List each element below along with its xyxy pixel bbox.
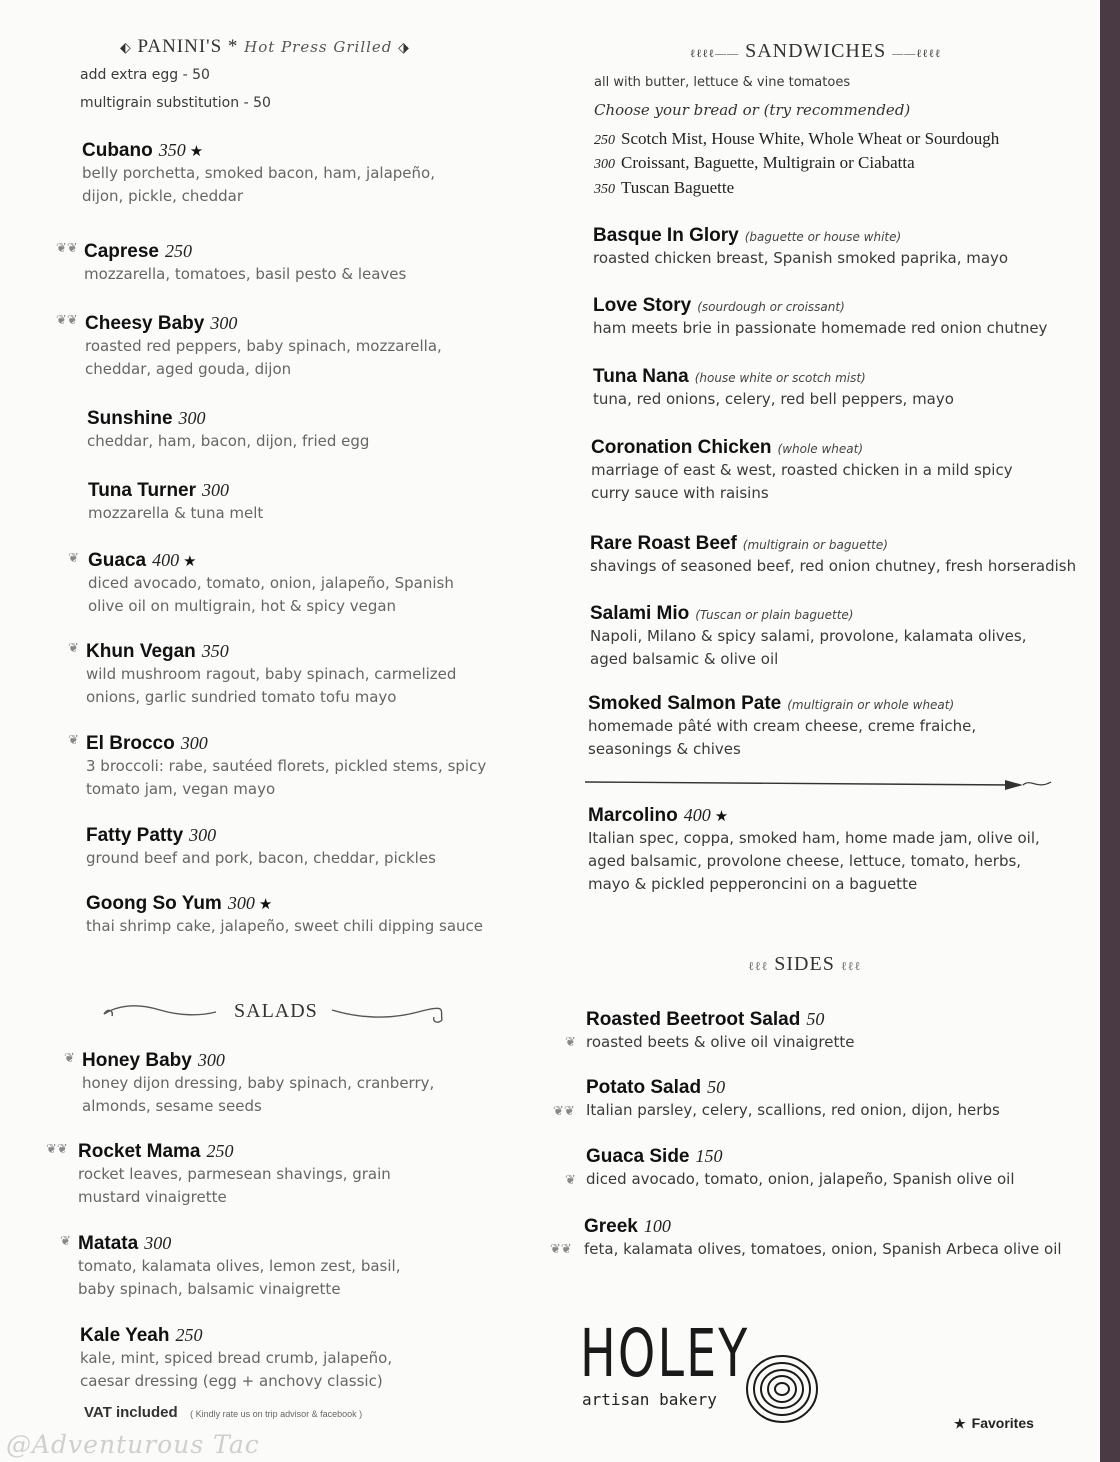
- brand-tagline: artisan bakery: [582, 1390, 717, 1409]
- menu-item-matata: [78, 1233, 400, 1301]
- item-desc-line: Italian spec, coppa, smoked ham, home made jam, olive oil,: [588, 829, 1040, 847]
- item-desc-line: dijon, pickle, cheddar: [82, 187, 244, 205]
- favorite-star-icon: ★: [714, 808, 729, 825]
- paninis-star: *: [227, 36, 239, 57]
- bread-list: Croissant, Baguette, Multigrain or Ciabatta: [621, 153, 915, 172]
- vat-included: VAT included: [84, 1404, 178, 1421]
- menu-item-caprese: [84, 241, 406, 286]
- item-name: Goong So Yum: [86, 893, 222, 914]
- item-desc-line: Napoli, Milano & spicy salami, provolone, kalamata olives,: [590, 627, 1027, 645]
- bread-price: 250: [594, 133, 615, 148]
- item-price: 300: [189, 825, 217, 845]
- menu-item-salami-mio: [590, 603, 1026, 671]
- sandwiches-ornament-left: ℓℓℓℓ——: [690, 48, 740, 60]
- item-desc-line: mozzarella & tuna melt: [88, 504, 264, 522]
- item-desc-line: aged balsamic, provolone cheese, lettuce, tomato, herbs,: [588, 852, 1022, 870]
- item-desc-line: tomato, kalamata olives, lemon zest, basil,: [78, 1257, 401, 1275]
- item-desc-line: feta, kalamata olives, tomatoes, onion, Spanish Arbeca olive oil: [584, 1240, 1062, 1258]
- menu-item-roasted-beetroot-salad: [586, 1009, 854, 1054]
- bread-recommendation: (house white or scotch mist): [694, 371, 866, 385]
- item-name: Greek: [584, 1216, 638, 1237]
- item-price: 300: [144, 1233, 172, 1253]
- item-desc-line: caesar dressing (egg + anchovy classic): [80, 1372, 383, 1390]
- item-desc-line: almonds, sesame seeds: [82, 1097, 262, 1115]
- item-price: 350: [158, 140, 186, 160]
- menu-item-guaca-side: [586, 1146, 1015, 1191]
- item-desc-line: homemade pâté with cream cheese, creme fraiche,: [588, 717, 977, 735]
- item-name: Potato Salad: [586, 1077, 702, 1098]
- review-request: ( Kindly rate us on trip advisor & facebook ): [190, 1409, 363, 1419]
- sides-header: [748, 953, 861, 976]
- item-desc-line: onions, garlic sundried tomato tofu mayo: [86, 688, 397, 706]
- item-desc-line: mayo & pickled pepperoncini on a baguette: [588, 875, 918, 893]
- item-desc-line: diced avocado, tomato, onion, jalapeño, Spanish olive oil: [586, 1170, 1015, 1188]
- item-desc-line: 3 broccoli: rabe, sautéed florets, pickled stems, spicy: [86, 757, 487, 775]
- item-desc-line: thai shrimp cake, jalapeño, sweet chili dipping sauce: [86, 917, 484, 935]
- item-desc-line: mustard vinaigrette: [78, 1188, 227, 1206]
- item-name: Rocket Mama: [78, 1141, 201, 1162]
- item-desc-line: tomato jam, vegan mayo: [86, 780, 276, 798]
- item-name: Tuna Nana: [593, 366, 689, 387]
- menu-item-fatty-patty: [86, 825, 436, 870]
- menu-item-guaca: [88, 550, 454, 618]
- item-desc-line: rocket leaves, parmesean shavings, grain: [78, 1165, 391, 1183]
- vegetarian-leaf-icon: ❦: [565, 1172, 576, 1187]
- menu-item-khun-vegan: [86, 641, 456, 709]
- sides-ornament-left: ℓℓℓ: [748, 959, 769, 973]
- bread-recommendation: (whole wheat): [777, 442, 864, 456]
- item-desc-line: ham meets brie in passionate homemade red onion chutney: [593, 319, 1048, 337]
- item-name: Honey Baby: [82, 1050, 192, 1071]
- item-name: Tuna Turner: [88, 480, 197, 501]
- item-name: Salami Mio: [590, 603, 690, 624]
- divider-arrow: [585, 776, 1055, 796]
- sandwiches-ornament-right: ——ℓℓℓℓ: [892, 48, 942, 60]
- menu-item-greek: [584, 1216, 1062, 1261]
- item-name: Basque In Glory: [593, 225, 739, 246]
- salads-ornament-left: [100, 1000, 220, 1024]
- item-name: Rare Roast Beef: [590, 533, 737, 554]
- bread-list: Tuscan Baguette: [621, 178, 735, 197]
- bread-option-350: [594, 178, 734, 198]
- favorite-star-icon: ★: [954, 1416, 966, 1431]
- item-price: 300: [210, 313, 238, 333]
- item-price: 350: [201, 641, 229, 661]
- item-name: Guaca: [88, 550, 147, 571]
- menu-item-honey-baby: [82, 1050, 434, 1118]
- menu-item-rocket-mama: [78, 1141, 391, 1209]
- menu-item-cubano: [82, 140, 435, 208]
- paninis-header: [120, 36, 410, 58]
- vegetarian-leaf-icon: ❦: [64, 1050, 75, 1065]
- item-desc-line: aged balsamic & olive oil: [590, 650, 779, 668]
- favorite-star-icon: ★: [258, 896, 273, 913]
- item-name: Caprese: [84, 241, 159, 262]
- item-desc-line: seasonings & chives: [588, 740, 741, 758]
- item-desc-line: kale, mint, spiced bread crumb, jalapeño,: [80, 1349, 393, 1367]
- bread-recommendation: (Tuscan or plain baguette): [695, 608, 854, 622]
- bread-recommendation: (multigrain or whole wheat): [787, 698, 955, 712]
- item-price: 100: [643, 1216, 671, 1236]
- menu-item-basque-in-glory: [593, 225, 1008, 270]
- item-desc-line: cheddar, ham, bacon, dijon, fried egg: [87, 432, 370, 450]
- paninis-ornament-left: ⬖: [120, 41, 132, 56]
- item-desc-line: mozzarella, tomatoes, basil pesto & leaves: [84, 265, 407, 283]
- sides-ornament-right: ℓℓℓ: [840, 959, 862, 973]
- item-name: Sunshine: [87, 408, 173, 429]
- choose-bread: Choose your bread or (try recommended): [594, 101, 911, 119]
- spiral-logo-icon: [744, 1350, 820, 1426]
- item-name: Smoked Salmon Pate: [588, 693, 782, 714]
- item-desc-line: roasted beets & olive oil vinaigrette: [586, 1033, 855, 1051]
- vegetarian-leaf-icon: ❦: [68, 550, 79, 565]
- item-price: 300: [227, 893, 255, 913]
- favorite-star-icon: ★: [183, 553, 197, 570]
- item-name: Marcolino: [588, 805, 678, 826]
- item-name: Kale Yeah: [80, 1325, 170, 1346]
- paninis-extra-egg: add extra egg - 50: [80, 67, 210, 83]
- vegetarian-leaf-icon: ❦: [60, 1233, 71, 1248]
- item-name: Fatty Patty: [86, 825, 184, 846]
- salads-ornament-right: [328, 1000, 448, 1028]
- menu-item-smoked-salmon-pate: [588, 693, 976, 761]
- item-name: Khun Vegan: [86, 641, 196, 662]
- vegetarian-leaf-icon: ❦: [68, 732, 79, 747]
- menu-item-sunshine: [87, 408, 369, 453]
- paninis-extra-multigrain: multigrain substitution - 50: [80, 95, 271, 111]
- item-desc-line: marriage of east & west, roasted chicken in a mild spicy: [591, 461, 1013, 479]
- vegetarian-leaf-icon: ❦❦: [553, 1103, 575, 1118]
- item-name: El Brocco: [86, 733, 175, 754]
- favorites-label: Favorites: [971, 1415, 1034, 1431]
- photo-watermark: @Adventurous Tac: [6, 1430, 260, 1459]
- item-name: Love Story: [593, 295, 692, 316]
- favorites-legend: [954, 1415, 1034, 1432]
- item-price: 50: [806, 1009, 825, 1029]
- item-desc-line: curry sauce with raisins: [591, 484, 769, 502]
- menu-item-rare-roast-beef: [590, 533, 1076, 578]
- menu-item-tuna-turner: [88, 480, 263, 525]
- menu-item-marcolino: [588, 805, 1040, 896]
- bread-recommendation: (baguette or house white): [744, 230, 902, 244]
- item-desc-line: wild mushroom ragout, baby spinach, carmelized: [86, 665, 457, 683]
- item-desc-line: olive oil on multigrain, hot & spicy vegan: [88, 597, 397, 615]
- item-name: Guaca Side: [586, 1146, 690, 1167]
- item-price: 250: [165, 241, 192, 261]
- bread-price: 350: [594, 182, 615, 197]
- menu-item-coronation-chicken: [591, 437, 1013, 505]
- item-desc-line: tuna, red onions, celery, red bell peppers, mayo: [593, 390, 954, 408]
- sandwiches-title: SANDWICHES: [745, 40, 887, 62]
- item-price: 250: [175, 1325, 203, 1345]
- sandwiches-header: [690, 40, 941, 63]
- paninis-subtitle: Hot Press Grilled: [244, 38, 393, 56]
- menu-item-kale-yeah: [80, 1325, 392, 1393]
- vegetarian-leaf-icon: ❦❦: [56, 312, 78, 327]
- item-price: 300: [180, 733, 208, 753]
- vat-note: [84, 1404, 362, 1422]
- vegetarian-leaf-icon: ❦❦: [46, 1141, 68, 1156]
- salads-title: SALADS: [234, 1000, 318, 1022]
- bread-option-250: [594, 129, 999, 149]
- vegetarian-leaf-icon: ❦❦: [56, 240, 78, 255]
- vegetarian-leaf-icon: ❦: [68, 640, 79, 655]
- bread-recommendation: (sourdough or croissant): [697, 300, 845, 314]
- item-price: 300: [178, 408, 206, 428]
- vegetarian-leaf-icon: ❦: [565, 1034, 576, 1049]
- item-desc-line: cheddar, aged gouda, dijon: [85, 360, 292, 378]
- item-name: Cubano: [82, 140, 153, 161]
- item-desc-line: roasted red peppers, baby spinach, mozzarella,: [85, 337, 442, 355]
- menu-item-tuna-nana: [593, 366, 954, 411]
- item-price: 150: [695, 1146, 723, 1166]
- item-name: Cheesy Baby: [85, 313, 205, 334]
- item-price: 300: [202, 480, 230, 500]
- item-name: Coronation Chicken: [591, 437, 772, 458]
- item-desc-line: ground beef and pork, bacon, cheddar, pickles: [86, 849, 436, 867]
- item-desc-line: Italian parsley, celery, scallions, red onion, dijon, herbs: [586, 1101, 1000, 1119]
- item-desc-line: baby spinach, balsamic vinaigrette: [78, 1280, 341, 1298]
- bread-list: Scotch Mist, House White, Whole Wheat or Sourdough: [621, 129, 1000, 148]
- item-price: 250: [206, 1141, 234, 1161]
- item-desc-line: honey dijon dressing, baby spinach, cranberry,: [82, 1074, 435, 1092]
- item-price: 50: [707, 1077, 726, 1097]
- item-price: 400: [683, 805, 711, 825]
- menu-item-cheesy-baby: [85, 313, 442, 381]
- item-desc-line: belly porchetta, smoked bacon, ham, jalapeño,: [82, 164, 435, 182]
- menu-item-potato-salad: [586, 1077, 1000, 1122]
- favorite-star-icon: ★: [189, 143, 204, 160]
- sandwiches-subtitle: all with butter, lettuce & vine tomatoes: [594, 75, 851, 90]
- item-price: 300: [197, 1050, 225, 1070]
- vegetarian-leaf-icon: ❦❦: [550, 1241, 572, 1256]
- item-name: Matata: [78, 1233, 139, 1254]
- item-name: Roasted Beetroot Salad: [586, 1009, 801, 1030]
- paninis-title: PANINI'S: [137, 36, 223, 57]
- menu-item-el-brocco: [86, 733, 486, 801]
- item-desc-line: shavings of seasoned beef, red onion chutney, fresh horseradish: [590, 557, 1077, 575]
- menu-item-love-story: [593, 295, 1047, 340]
- background-edge: [1100, 0, 1120, 1462]
- menu-item-goong-so-yum: [86, 893, 483, 938]
- bread-option-300: [594, 153, 915, 173]
- item-desc-line: diced avocado, tomato, onion, jalapeño, Spanish: [88, 574, 454, 592]
- brand-name: HOLEY: [580, 1315, 750, 1392]
- paninis-ornament-right: ⬗: [398, 41, 410, 56]
- sides-title: SIDES: [774, 953, 835, 975]
- bread-price: 300: [594, 157, 615, 172]
- bread-recommendation: (multigrain or baguette): [742, 538, 888, 552]
- item-price: 400: [152, 550, 180, 570]
- item-desc-line: roasted chicken breast, Spanish smoked paprika, mayo: [593, 249, 1009, 267]
